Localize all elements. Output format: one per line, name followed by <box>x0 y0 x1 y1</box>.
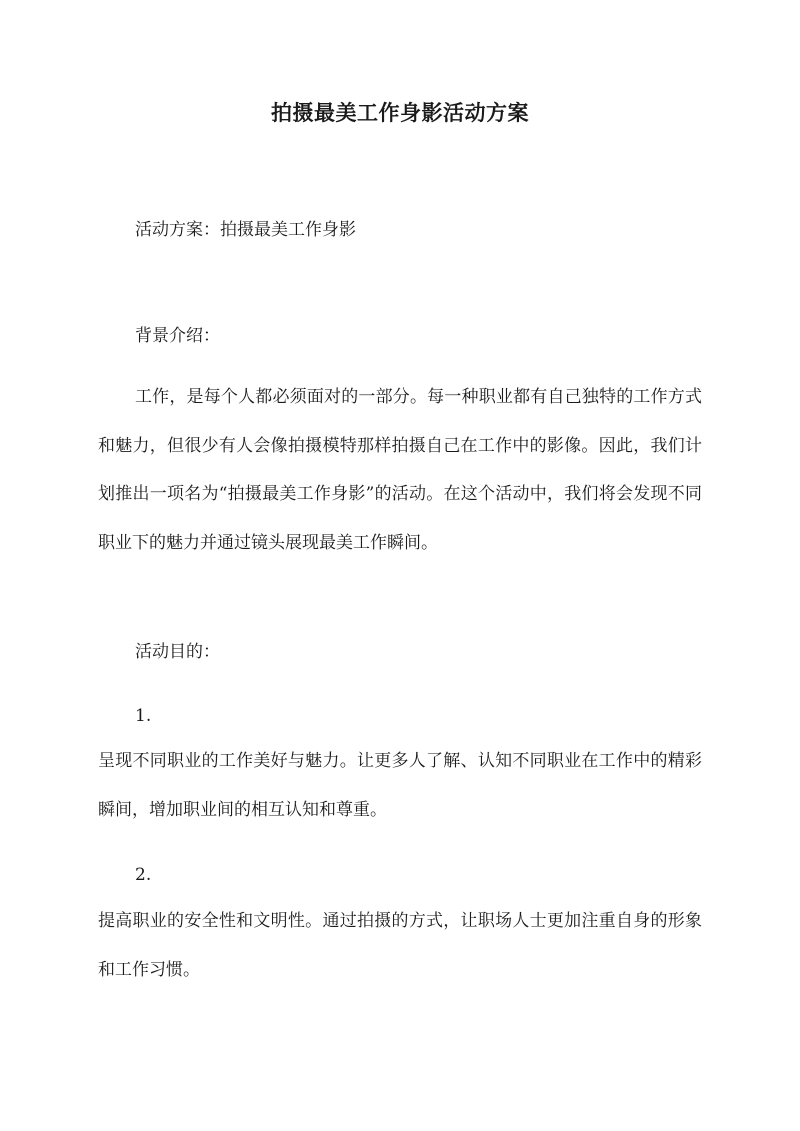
background-heading: 背景介绍： <box>135 326 220 346</box>
plan-line: 活动方案：拍摄最美工作身影 <box>135 220 356 240</box>
goal-2-text: 提高职业的安全性和文明性。通过拍摄的方式，让职场人士更加注重自身的形象和工作习惯。 <box>98 911 702 980</box>
goal-1-text: 呈现不同职业的工作美好与魅力。让更多人了解、认知不同职业在工作中的精彩瞬间，增加职业间的相互认知和尊重。 <box>98 751 702 820</box>
document-title: 拍摄最美工作身影活动方案 <box>271 100 529 125</box>
goals-heading: 活动目的： <box>135 642 220 662</box>
goal-1-number: 1. <box>135 706 152 726</box>
goal-2-number: 2. <box>135 865 152 885</box>
background-paragraph: 工作，是每个人都必须面对的一部分。每一种职业都有自己独特的工作方式和魅力，但很少有人会像拍摄模特那样拍摄自己在工作中的影像。因此，我们计划推出一项名为“拍摄最美工作身影”的活动。在这个活动中，我们将会发现不同职业下的魅力并通过镜头展现最美工作瞬间。 <box>98 387 702 553</box>
